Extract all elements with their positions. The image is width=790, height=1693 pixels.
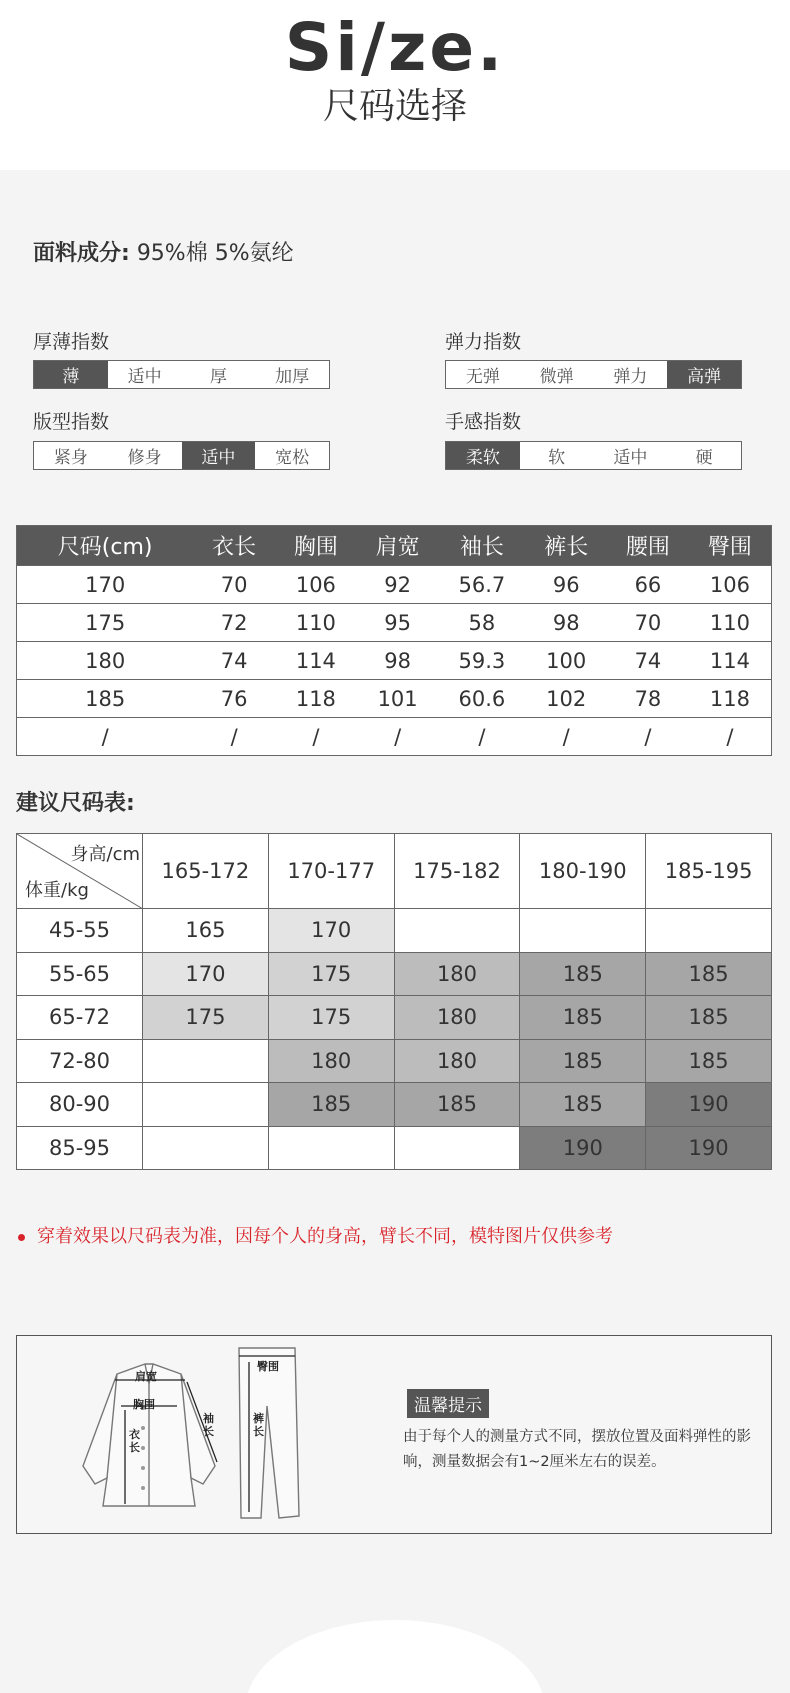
size-chart-cell: / xyxy=(275,718,357,756)
tip-text: 由于每个人的测量方式不同，摆放位置及面料弹性的影响，测量数据会有1~2厘米左右的误差。 xyxy=(403,1429,751,1470)
feel-label: 手感指数 xyxy=(445,411,522,433)
recommended-size-cell: 175 xyxy=(268,952,394,996)
recommended-size-cell: 165 xyxy=(143,909,269,953)
feel-option: 软 xyxy=(548,448,566,468)
size-chart-cell: / xyxy=(193,718,275,756)
size-chart-cell: 118 xyxy=(689,680,772,718)
fabric-value: 95%棉 5%氨纶 xyxy=(136,241,294,266)
recommended-size-cell: 190 xyxy=(646,1126,772,1170)
feel-option: 适中 xyxy=(613,448,648,468)
recommended-size-cell xyxy=(268,1126,394,1170)
fit-option: 修身 xyxy=(127,448,162,468)
recommended-size-cell: 185 xyxy=(268,1083,394,1127)
recommend-row xyxy=(17,1126,772,1170)
recommended-size-cell: 185 xyxy=(646,952,772,996)
size-chart-header: 袖长 xyxy=(438,526,525,566)
size-chart-cell: 58 xyxy=(438,604,525,642)
recommended-size-cell: 190 xyxy=(646,1083,772,1127)
recommended-size-cell xyxy=(646,909,772,953)
feel-scale xyxy=(445,441,742,470)
size-chart-cell: 59.3 xyxy=(438,642,525,680)
size-chart-header: 尺码(cm) xyxy=(17,526,194,566)
fit-disclaimer-note xyxy=(18,1222,613,1248)
weight-range-cell: 65-72 xyxy=(17,996,143,1040)
size-chart-cell: 66 xyxy=(607,566,689,604)
height-range-header: 165-172 xyxy=(143,834,269,909)
feel-option: 柔软 xyxy=(446,442,520,469)
recommend-size-table xyxy=(16,833,772,1170)
size-chart-cell: / xyxy=(525,718,607,756)
fit-option: 宽松 xyxy=(275,448,310,468)
recommend-row xyxy=(17,909,772,953)
size-chart-cell: 114 xyxy=(275,642,357,680)
size-chart-row xyxy=(17,604,772,642)
elasticity-option: 高弹 xyxy=(667,361,741,388)
recommended-size-cell: 180 xyxy=(394,996,520,1040)
size-chart-cell: 175 xyxy=(17,604,194,642)
height-range-header: 180-190 xyxy=(520,834,646,909)
size-chart-header-row xyxy=(17,526,772,566)
size-chart-cell: 106 xyxy=(689,566,772,604)
fit-scale xyxy=(33,441,330,470)
recommended-size-cell xyxy=(394,1126,520,1170)
size-chart-cell: 100 xyxy=(525,642,607,680)
hip-label: 臀围 xyxy=(257,1360,279,1373)
page-subtitle: 尺码选择 xyxy=(322,86,467,127)
size-chart-table xyxy=(16,525,772,756)
recommended-size-cell: 185 xyxy=(520,1083,646,1127)
elasticity-scale xyxy=(445,360,742,389)
recommend-header-row xyxy=(17,834,772,909)
recommended-size-cell: 185 xyxy=(520,996,646,1040)
decorative-arc xyxy=(245,1620,545,1693)
weight-range-cell: 55-65 xyxy=(17,952,143,996)
size-chart-header: 裤长 xyxy=(525,526,607,566)
size-chart-cell: 70 xyxy=(193,566,275,604)
weight-range-cell: 72-80 xyxy=(17,1039,143,1083)
thickness-label: 厚薄指数 xyxy=(33,331,110,353)
shoulder-label: 肩宽 xyxy=(135,1370,157,1383)
recommended-size-cell: 185 xyxy=(394,1083,520,1127)
fabric-label: 面料成分: xyxy=(33,241,130,266)
fabric-composition xyxy=(33,236,294,267)
size-chart-cell: 170 xyxy=(17,566,194,604)
thickness-option: 加厚 xyxy=(275,367,310,387)
size-chart-cell: 98 xyxy=(357,642,439,680)
size-chart-header: 肩宽 xyxy=(357,526,439,566)
size-chart-cell: 118 xyxy=(275,680,357,718)
size-chart-header: 胸围 xyxy=(275,526,357,566)
shirt-outline-icon xyxy=(83,1364,215,1506)
size-chart-cell: / xyxy=(689,718,772,756)
recommended-size-cell: 175 xyxy=(143,996,269,1040)
feel-option: 硬 xyxy=(695,448,713,468)
recommend-corner-cell xyxy=(17,834,143,909)
size-chart-cell: 98 xyxy=(525,604,607,642)
height-axis-label: 身高/cm xyxy=(70,844,140,865)
header xyxy=(0,0,790,170)
size-chart-cell: 78 xyxy=(607,680,689,718)
recommended-size-cell: 180 xyxy=(268,1039,394,1083)
size-chart-row xyxy=(17,718,772,756)
size-logo: Si/ze. xyxy=(284,9,506,86)
height-range-header: 170-177 xyxy=(268,834,394,909)
note-text: 穿着效果以尺码表为准，因每个人的身高，臂长不同，模特图片仅供参考 xyxy=(37,1226,613,1247)
size-chart-cell: / xyxy=(438,718,525,756)
fit-option: 紧身 xyxy=(53,448,88,468)
size-chart-row xyxy=(17,566,772,604)
weight-range-cell: 45-55 xyxy=(17,909,143,953)
thickness-option: 适中 xyxy=(127,367,162,387)
size-chart-cell: 106 xyxy=(275,566,357,604)
size-chart-cell: / xyxy=(357,718,439,756)
recommended-size-cell xyxy=(143,1126,269,1170)
size-chart-cell: 185 xyxy=(17,680,194,718)
pants-length-label: 裤长 xyxy=(253,1412,264,1438)
recommended-size-cell: 185 xyxy=(646,1039,772,1083)
size-chart-cell: / xyxy=(17,718,194,756)
recommend-row xyxy=(17,1039,772,1083)
length-label: 衣长 xyxy=(129,1428,140,1454)
sleeve-label: 袖长 xyxy=(203,1412,214,1438)
elasticity-option: 无弹 xyxy=(465,367,500,387)
recommended-size-cell xyxy=(143,1039,269,1083)
size-chart-cell: / xyxy=(607,718,689,756)
size-chart-cell: 96 xyxy=(525,566,607,604)
recommended-size-cell: 185 xyxy=(646,996,772,1040)
recommend-row xyxy=(17,996,772,1040)
bullet-dot-icon xyxy=(18,1234,25,1241)
elasticity-option: 微弹 xyxy=(539,367,574,387)
size-chart-cell: 60.6 xyxy=(438,680,525,718)
recommended-size-cell: 185 xyxy=(520,952,646,996)
size-chart-cell: 110 xyxy=(275,604,357,642)
size-chart-cell: 76 xyxy=(193,680,275,718)
height-range-header: 185-195 xyxy=(646,834,772,909)
size-chart-cell: 72 xyxy=(193,604,275,642)
recommended-size-cell: 190 xyxy=(520,1126,646,1170)
size-chart-cell: 70 xyxy=(607,604,689,642)
thickness-option: 薄 xyxy=(34,361,108,388)
recommend-row xyxy=(17,952,772,996)
weight-range-cell: 85-95 xyxy=(17,1126,143,1170)
tip-title: 温馨提示 xyxy=(407,1389,489,1418)
weight-range-cell: 80-90 xyxy=(17,1083,143,1127)
size-chart-header: 衣长 xyxy=(193,526,275,566)
size-chart-cell: 74 xyxy=(607,642,689,680)
recommended-size-cell: 170 xyxy=(143,952,269,996)
recommend-row xyxy=(17,1083,772,1127)
recommended-size-cell: 185 xyxy=(520,1039,646,1083)
size-chart-cell: 95 xyxy=(357,604,439,642)
size-chart-cell: 74 xyxy=(193,642,275,680)
height-range-header: 175-182 xyxy=(394,834,520,909)
size-chart-header: 腰围 xyxy=(607,526,689,566)
recommended-size-cell: 180 xyxy=(394,1039,520,1083)
weight-axis-label: 体重/kg xyxy=(25,880,89,901)
fit-label: 版型指数 xyxy=(33,411,110,433)
chest-label: 胸围 xyxy=(133,1398,155,1411)
recommended-size-cell: 180 xyxy=(394,952,520,996)
recommended-size-cell xyxy=(394,909,520,953)
size-chart-cell: 110 xyxy=(689,604,772,642)
size-chart-cell: 180 xyxy=(17,642,194,680)
size-chart-cell: 114 xyxy=(689,642,772,680)
fit-option: 适中 xyxy=(182,442,256,469)
size-chart-cell: 56.7 xyxy=(438,566,525,604)
size-chart-cell: 92 xyxy=(357,566,439,604)
size-chart-header: 臀围 xyxy=(689,526,772,566)
recommend-title: 建议尺码表: xyxy=(16,791,135,816)
size-chart-row xyxy=(17,680,772,718)
elasticity-label: 弹力指数 xyxy=(445,331,522,353)
recommended-size-cell xyxy=(520,909,646,953)
size-chart-cell: 101 xyxy=(357,680,439,718)
recommended-size-cell: 170 xyxy=(268,909,394,953)
size-chart-row xyxy=(17,642,772,680)
thickness-option: 厚 xyxy=(209,367,227,387)
elasticity-option: 弹力 xyxy=(613,367,648,387)
recommended-size-cell xyxy=(143,1083,269,1127)
recommended-size-cell: 175 xyxy=(268,996,394,1040)
thickness-scale xyxy=(33,360,330,389)
size-chart-cell: 102 xyxy=(525,680,607,718)
